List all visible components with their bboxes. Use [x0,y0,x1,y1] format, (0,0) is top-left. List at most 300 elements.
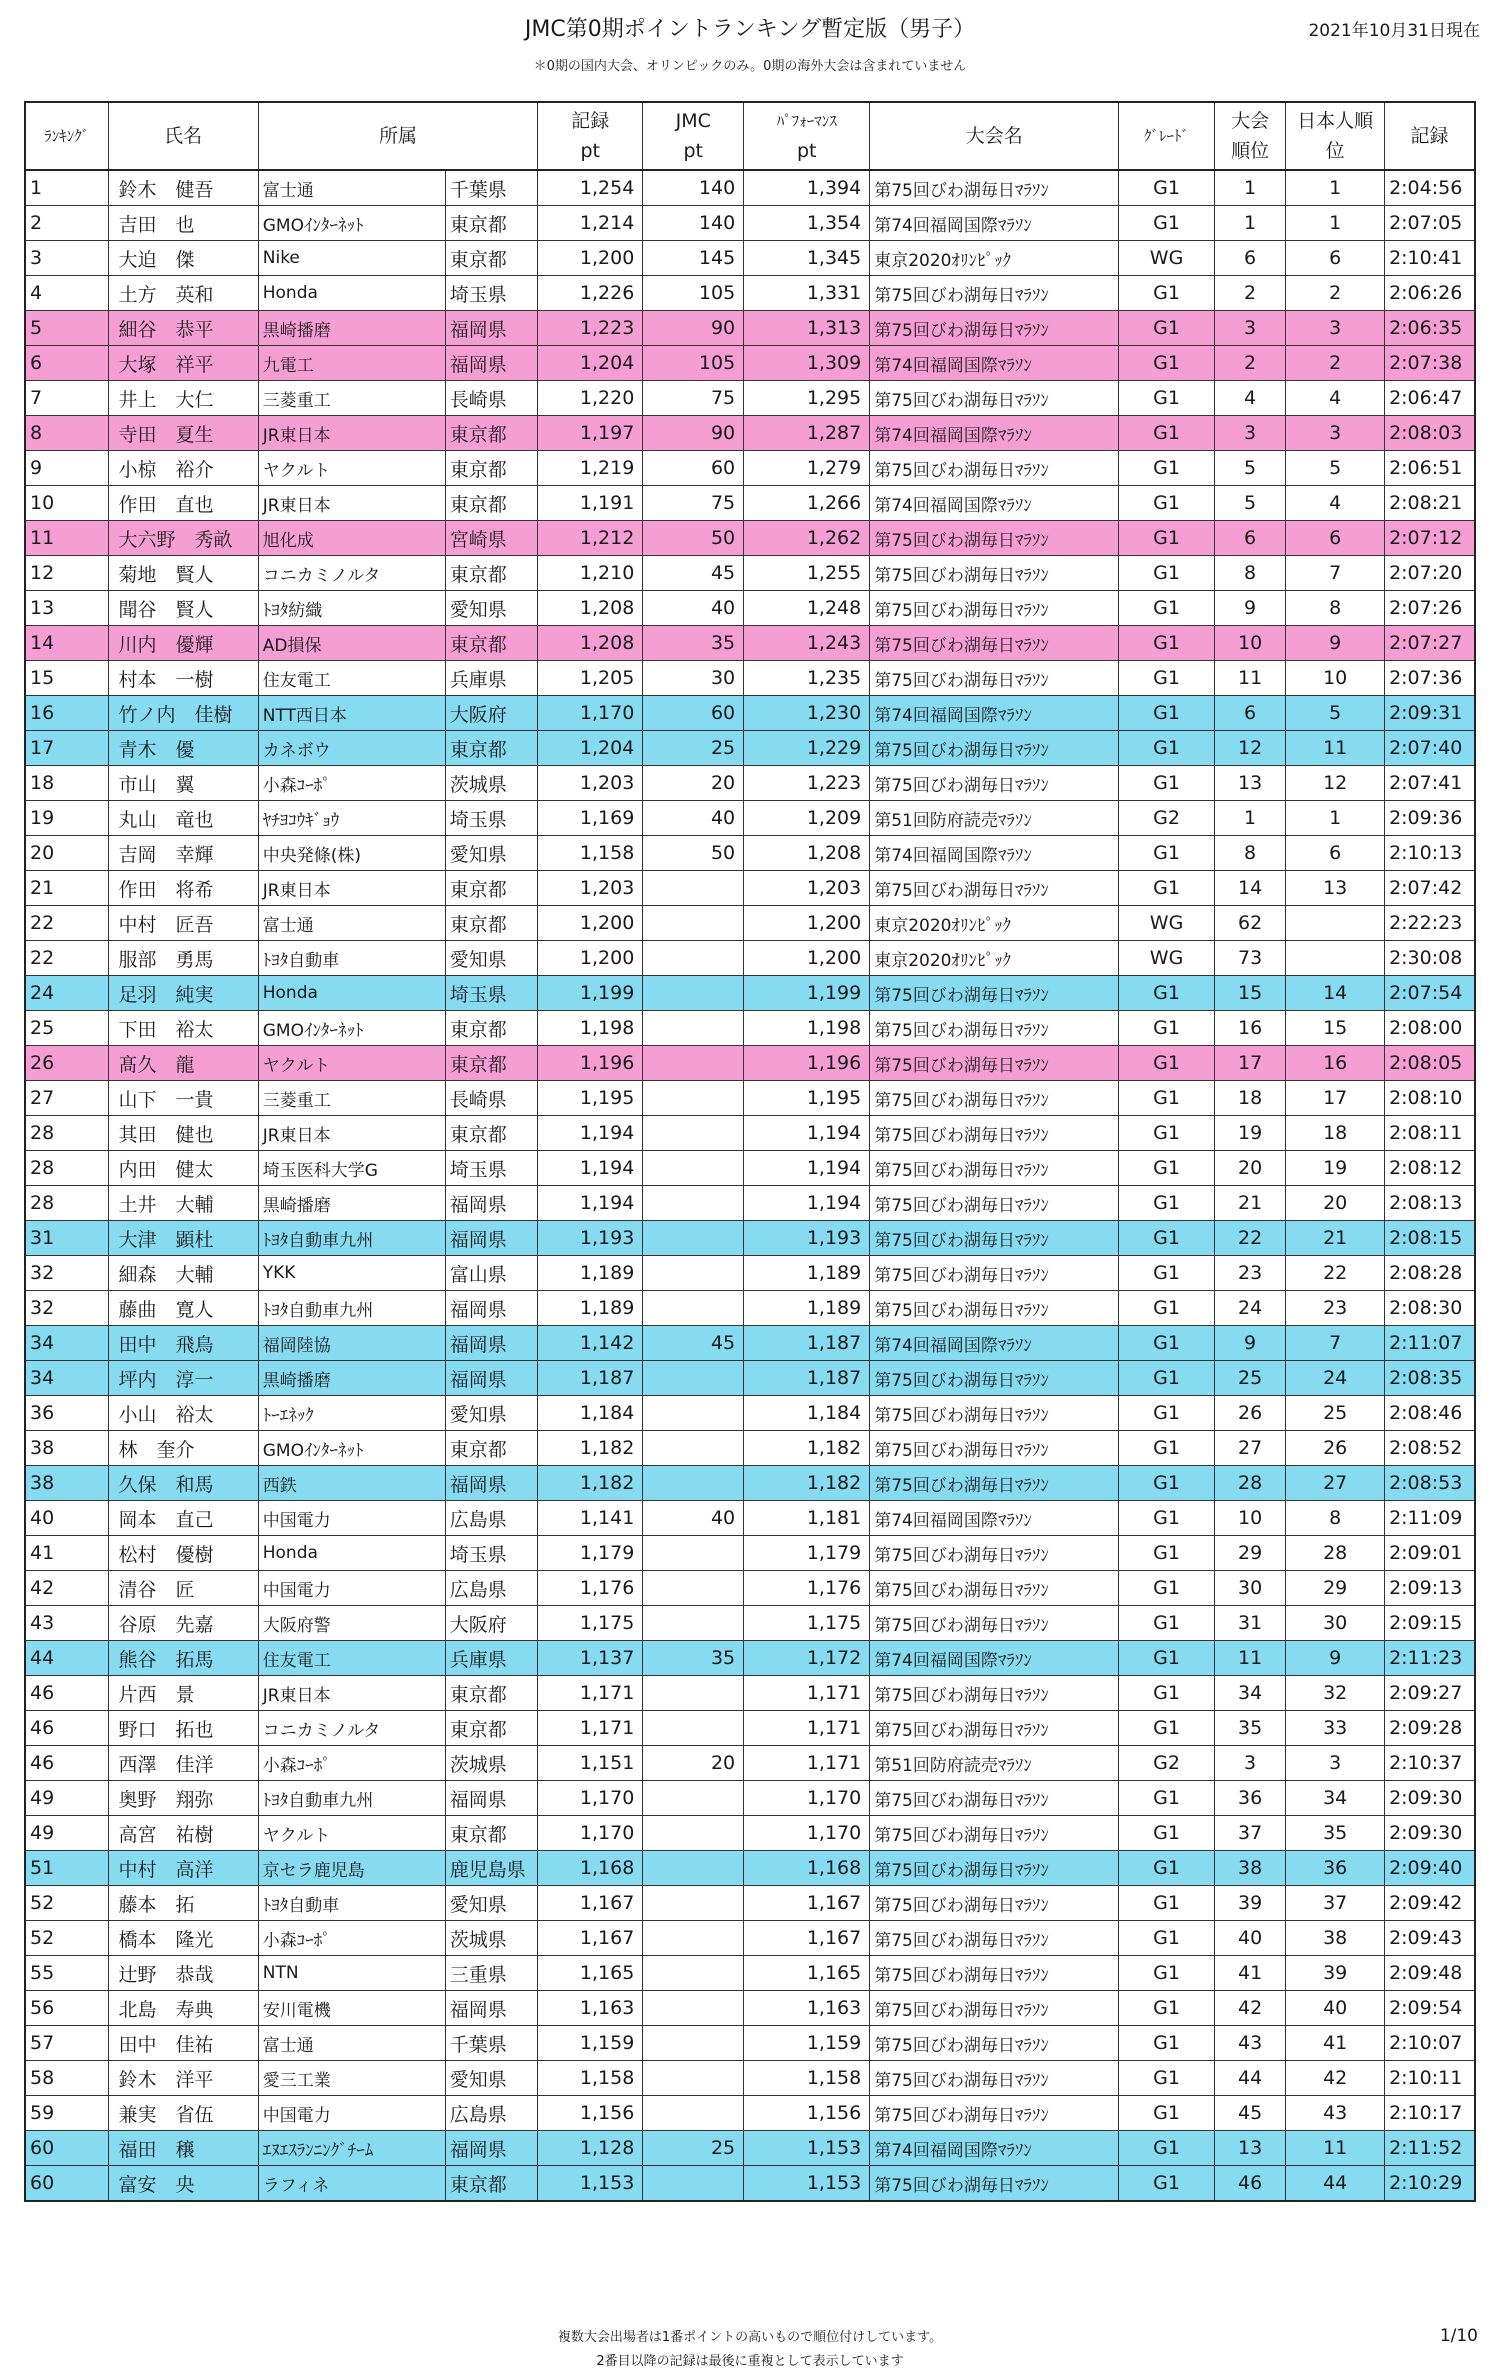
cell-meet: 第75回びわ湖毎日ﾏﾗｿﾝ [870,1011,1119,1046]
cell-rank: 42 [25,1571,108,1606]
cell-jmc: 75 [643,486,744,521]
table-row [25,1361,1475,1396]
cell-grade: G1 [1119,766,1215,801]
cell-jmc [643,2166,744,2202]
cell-place: 30 [1214,1571,1285,1606]
cell-rec: 1,223 [538,311,643,346]
cell-rank: 44 [25,1641,108,1676]
cell-pref: 福岡県 [445,1186,537,1221]
cell-jmc [643,1221,744,1256]
cell-rank: 34 [25,1326,108,1361]
page-number: 1/10 [1439,2326,1478,2346]
cell-time: 2:07:41 [1385,766,1475,801]
cell-rec: 1,182 [538,1431,643,1466]
cell-pref: 福岡県 [445,1291,537,1326]
cell-jp: 6 [1286,521,1385,556]
cell-place: 24 [1214,1291,1285,1326]
cell-grade: G1 [1119,1011,1215,1046]
cell-grade: G1 [1119,1116,1215,1151]
table-row [25,1641,1475,1676]
table-row [25,1011,1475,1046]
cell-pref: 愛知県 [445,1886,537,1921]
cell-aff: JR東日本 [258,871,445,906]
header-jmc-pt: JMC pt [643,102,744,170]
cell-grade: G1 [1119,486,1215,521]
cell-time: 2:10:17 [1385,2096,1475,2131]
cell-rec: 1,169 [538,801,643,836]
cell-rec: 1,128 [538,2131,643,2166]
cell-jmc: 30 [643,661,744,696]
cell-time: 2:08:53 [1385,1466,1475,1501]
cell-rank: 16 [25,696,108,731]
cell-grade: G1 [1119,381,1215,416]
cell-jmc: 60 [643,696,744,731]
cell-meet: 第51回防府読売ﾏﾗｿﾝ [870,1746,1119,1781]
cell-rec: 1,210 [538,556,643,591]
cell-place: 40 [1214,1921,1285,1956]
cell-rank: 58 [25,2061,108,2096]
cell-place: 10 [1214,1501,1285,1536]
cell-rank: 46 [25,1711,108,1746]
cell-grade: G1 [1119,1711,1215,1746]
cell-rec: 1,165 [538,1956,643,1991]
cell-rec: 1,198 [538,1011,643,1046]
cell-jmc [643,1851,744,1886]
cell-place: 18 [1214,1081,1285,1116]
cell-meet: 第75回びわ湖毎日ﾏﾗｿﾝ [870,1851,1119,1886]
table-row [25,1711,1475,1746]
table-row [25,1606,1475,1641]
cell-time: 2:07:36 [1385,661,1475,696]
cell-jmc [643,1011,744,1046]
cell-place: 27 [1214,1431,1285,1466]
cell-aff: NTN [258,1956,445,1991]
cell-grade: G1 [1119,1151,1215,1186]
cell-perf: 1,196 [744,1046,870,1081]
cell-time: 2:11:52 [1385,2131,1475,2166]
cell-grade: WG [1119,941,1215,976]
cell-grade: G2 [1119,801,1215,836]
cell-rec: 1,212 [538,521,643,556]
cell-jp [1286,941,1385,976]
cell-rec: 1,175 [538,1606,643,1641]
cell-place: 46 [1214,2166,1285,2202]
cell-place: 11 [1214,661,1285,696]
cell-place: 15 [1214,976,1285,1011]
cell-time: 2:06:51 [1385,451,1475,486]
table-row [25,311,1475,346]
cell-jp: 44 [1286,2166,1385,2202]
cell-aff: コニカミノルタ [258,556,445,591]
cell-rec: 1,159 [538,2026,643,2061]
cell-jp: 3 [1286,1746,1385,1781]
cell-name: 土井 大輔 [108,1186,258,1221]
cell-rank: 55 [25,1956,108,1991]
cell-pref: 埼玉県 [445,276,537,311]
table-row [25,1571,1475,1606]
cell-jp: 39 [1286,1956,1385,1991]
table-row [25,2061,1475,2096]
header-rank: ﾗﾝｷﾝｸﾞ [25,102,108,170]
cell-place: 3 [1214,416,1285,451]
table-row [25,871,1475,906]
cell-aff: ヤクルト [258,1816,445,1851]
cell-grade: G1 [1119,1081,1215,1116]
table-row [25,696,1475,731]
cell-grade: G1 [1119,871,1215,906]
cell-jmc [643,1361,744,1396]
cell-meet: 第75回びわ湖毎日ﾏﾗｿﾝ [870,1781,1119,1816]
cell-rec: 1,179 [538,1536,643,1571]
cell-name: 久保 和馬 [108,1466,258,1501]
cell-place: 6 [1214,521,1285,556]
cell-aff: 中国電力 [258,2096,445,2131]
cell-meet: 第75回びわ湖毎日ﾏﾗｿﾝ [870,871,1119,906]
cell-meet: 第75回びわ湖毎日ﾏﾗｿﾝ [870,591,1119,626]
cell-perf: 1,230 [744,696,870,731]
cell-name: 下田 裕太 [108,1011,258,1046]
cell-jp: 35 [1286,1816,1385,1851]
cell-place: 5 [1214,451,1285,486]
cell-place: 3 [1214,311,1285,346]
cell-rec: 1,204 [538,731,643,766]
cell-meet: 第75回びわ湖毎日ﾏﾗｿﾝ [870,1116,1119,1151]
header-place: 大会 順位 [1214,102,1285,170]
cell-pref: 東京都 [445,1676,537,1711]
cell-rank: 17 [25,731,108,766]
cell-rec: 1,200 [538,241,643,276]
cell-jmc [643,1921,744,1956]
cell-name: 田中 飛鳥 [108,1326,258,1361]
cell-rank: 52 [25,1886,108,1921]
cell-name: 大六野 秀畝 [108,521,258,556]
cell-perf: 1,229 [744,731,870,766]
cell-name: 富安 央 [108,2166,258,2202]
cell-rank: 46 [25,1676,108,1711]
cell-perf: 1,209 [744,801,870,836]
cell-jmc: 145 [643,241,744,276]
table-row [25,1326,1475,1361]
cell-meet: 第75回びわ湖毎日ﾏﾗｿﾝ [870,2061,1119,2096]
cell-name: 辻野 恭哉 [108,1956,258,1991]
cell-name: 橋本 隆光 [108,1921,258,1956]
cell-time: 2:07:05 [1385,206,1475,241]
cell-jp: 20 [1286,1186,1385,1221]
header-row [25,102,1475,170]
cell-grade: WG [1119,241,1215,276]
table-row [25,1221,1475,1256]
cell-rank: 2 [25,206,108,241]
table-row [25,346,1475,381]
cell-rec: 1,171 [538,1711,643,1746]
cell-aff: ﾔﾁﾖｺｳｷﾞｮｳ [258,801,445,836]
cell-meet: 第75回びわ湖毎日ﾏﾗｿﾝ [870,1991,1119,2026]
cell-pref: 東京都 [445,906,537,941]
cell-rank: 60 [25,2166,108,2202]
cell-perf: 1,153 [744,2166,870,2202]
cell-rank: 5 [25,311,108,346]
cell-place: 9 [1214,591,1285,626]
cell-name: 坪内 淳一 [108,1361,258,1396]
cell-grade: G1 [1119,1326,1215,1361]
cell-pref: 東京都 [445,626,537,661]
cell-name: 清谷 匠 [108,1571,258,1606]
cell-meet: 第75回びわ湖毎日ﾏﾗｿﾝ [870,1186,1119,1221]
cell-jmc [643,976,744,1011]
cell-meet: 第75回びわ湖毎日ﾏﾗｿﾝ [870,2026,1119,2061]
cell-jp: 24 [1286,1361,1385,1396]
cell-grade: G1 [1119,591,1215,626]
cell-perf: 1,235 [744,661,870,696]
table-row [25,381,1475,416]
cell-perf: 1,394 [744,170,870,206]
cell-meet: 第75回びわ湖毎日ﾏﾗｿﾝ [870,1291,1119,1326]
cell-jmc [643,1676,744,1711]
cell-grade: G1 [1119,1781,1215,1816]
cell-name: 市山 翼 [108,766,258,801]
cell-rec: 1,204 [538,346,643,381]
cell-jmc [643,1396,744,1431]
cell-grade: G1 [1119,1431,1215,1466]
cell-time: 2:07:26 [1385,591,1475,626]
cell-grade: G1 [1119,521,1215,556]
cell-rec: 1,194 [538,1186,643,1221]
cell-aff: 福岡陸協 [258,1326,445,1361]
cell-rec: 1,170 [538,696,643,731]
cell-rec: 1,195 [538,1081,643,1116]
cell-place: 23 [1214,1256,1285,1291]
cell-pref: 東京都 [445,1711,537,1746]
cell-rank: 8 [25,416,108,451]
cell-jmc [643,1431,744,1466]
cell-jp: 18 [1286,1116,1385,1151]
cell-perf: 1,200 [744,941,870,976]
cell-rec: 1,141 [538,1501,643,1536]
table-row [25,2131,1475,2166]
cell-grade: G1 [1119,626,1215,661]
cell-rank: 32 [25,1256,108,1291]
cell-meet: 第75回びわ湖毎日ﾏﾗｿﾝ [870,1431,1119,1466]
cell-perf: 1,170 [744,1816,870,1851]
cell-place: 3 [1214,1746,1285,1781]
cell-time: 2:08:28 [1385,1256,1475,1291]
cell-time: 2:08:00 [1385,1011,1475,1046]
cell-time: 2:22:23 [1385,906,1475,941]
cell-rec: 1,193 [538,1221,643,1256]
cell-name: 高宮 祐樹 [108,1816,258,1851]
cell-name: 熊谷 拓馬 [108,1641,258,1676]
cell-jp: 36 [1286,1851,1385,1886]
cell-meet: 第75回びわ湖毎日ﾏﾗｿﾝ [870,626,1119,661]
table-row [25,276,1475,311]
cell-pref: 福岡県 [445,1326,537,1361]
cell-rec: 1,219 [538,451,643,486]
cell-rec: 1,194 [538,1116,643,1151]
cell-jmc [643,871,744,906]
cell-aff: NTT西日本 [258,696,445,731]
cell-rec: 1,254 [538,170,643,206]
cell-perf: 1,313 [744,311,870,346]
cell-pref: 東京都 [445,1816,537,1851]
cell-perf: 1,172 [744,1641,870,1676]
cell-rank: 49 [25,1816,108,1851]
cell-aff: 富士通 [258,170,445,206]
cell-pref: 福岡県 [445,346,537,381]
cell-aff: ヤクルト [258,451,445,486]
cell-aff: 大阪府警 [258,1606,445,1641]
cell-aff: ヤクルト [258,1046,445,1081]
cell-grade: G1 [1119,1956,1215,1991]
cell-pref: 東京都 [445,1431,537,1466]
cell-time: 2:30:08 [1385,941,1475,976]
cell-rec: 1,167 [538,1921,643,1956]
table-row [25,451,1475,486]
cell-rec: 1,184 [538,1396,643,1431]
cell-grade: G1 [1119,1361,1215,1396]
cell-jp: 1 [1286,801,1385,836]
cell-meet: 第75回びわ湖毎日ﾏﾗｿﾝ [870,1151,1119,1186]
cell-meet: 第75回びわ湖毎日ﾏﾗｿﾝ [870,661,1119,696]
cell-jmc [643,1571,744,1606]
table-row [25,1746,1475,1781]
cell-jmc [643,1046,744,1081]
header-time: 記録 [1385,102,1475,170]
cell-meet: 第75回びわ湖毎日ﾏﾗｿﾝ [870,1081,1119,1116]
cell-meet: 第75回びわ湖毎日ﾏﾗｿﾝ [870,2166,1119,2202]
cell-meet: 第75回びわ湖毎日ﾏﾗｿﾝ [870,170,1119,206]
cell-rank: 49 [25,1781,108,1816]
cell-grade: G1 [1119,661,1215,696]
cell-time: 2:08:03 [1385,416,1475,451]
cell-pref: 東京都 [445,1116,537,1151]
cell-rank: 40 [25,1501,108,1536]
cell-pref: 愛知県 [445,941,537,976]
cell-rank: 31 [25,1221,108,1256]
table-row [25,836,1475,871]
cell-name: 田中 佳祐 [108,2026,258,2061]
cell-aff: 安川電機 [258,1991,445,2026]
cell-jp: 19 [1286,1151,1385,1186]
cell-meet: 第75回びわ湖毎日ﾏﾗｿﾝ [870,381,1119,416]
cell-rank: 57 [25,2026,108,2061]
cell-aff: Honda [258,1536,445,1571]
cell-jmc [643,941,744,976]
cell-meet: 第74回福岡国際ﾏﾗｿﾝ [870,696,1119,731]
cell-aff: 旭化成 [258,521,445,556]
cell-rank: 21 [25,871,108,906]
cell-grade: G1 [1119,1886,1215,1921]
cell-aff: ﾄﾖﾀ自動車 [258,1886,445,1921]
cell-rec: 1,214 [538,206,643,241]
cell-aff: ｴﾇｴｽﾗﾝﾆﾝｸﾞﾁｰﾑ [258,2131,445,2166]
cell-meet: 第75回びわ湖毎日ﾏﾗｿﾝ [870,1396,1119,1431]
cell-meet: 第75回びわ湖毎日ﾏﾗｿﾝ [870,1536,1119,1571]
cell-name: 中村 匠吾 [108,906,258,941]
cell-place: 43 [1214,2026,1285,2061]
cell-aff: GMOｲﾝﾀｰﾈｯﾄ [258,206,445,241]
cell-jp: 25 [1286,1396,1385,1431]
cell-jmc: 75 [643,381,744,416]
table-row [25,661,1475,696]
cell-jmc: 25 [643,731,744,766]
cell-jmc [643,1116,744,1151]
cell-rec: 1,205 [538,661,643,696]
cell-time: 2:09:28 [1385,1711,1475,1746]
cell-rec: 1,200 [538,906,643,941]
cell-name: 鈴木 健吾 [108,170,258,206]
cell-aff: ﾄﾖﾀ自動車九州 [258,1291,445,1326]
cell-perf: 1,199 [744,976,870,1011]
table-row [25,1256,1475,1291]
cell-time: 2:07:54 [1385,976,1475,1011]
cell-place: 8 [1214,556,1285,591]
cell-time: 2:08:30 [1385,1291,1475,1326]
cell-jmc [643,1081,744,1116]
cell-time: 2:07:38 [1385,346,1475,381]
cell-perf: 1,167 [744,1886,870,1921]
cell-name: 作田 直也 [108,486,258,521]
cell-pref: 東京都 [445,486,537,521]
table-row [25,241,1475,276]
cell-perf: 1,156 [744,2096,870,2131]
cell-grade: G1 [1119,1501,1215,1536]
cell-time: 2:09:31 [1385,696,1475,731]
cell-time: 2:07:20 [1385,556,1475,591]
cell-meet: 東京2020ｵﾘﾝﾋﾟｯｸ [870,906,1119,941]
cell-jmc: 40 [643,591,744,626]
cell-aff: カネボウ [258,731,445,766]
cell-name: 吉田 也 [108,206,258,241]
cell-place: 34 [1214,1676,1285,1711]
cell-rec: 1,189 [538,1291,643,1326]
cell-pref: 千葉県 [445,2026,537,2061]
cell-jp: 4 [1286,381,1385,416]
cell-jp: 38 [1286,1921,1385,1956]
cell-rec: 1,163 [538,1991,643,2026]
cell-time: 2:09:54 [1385,1991,1475,2026]
cell-aff: JR東日本 [258,416,445,451]
cell-aff: 京セラ鹿児島 [258,1851,445,1886]
cell-grade: G1 [1119,1221,1215,1256]
cell-perf: 1,175 [744,1606,870,1641]
cell-time: 2:11:07 [1385,1326,1475,1361]
cell-jp: 1 [1286,170,1385,206]
cell-place: 8 [1214,836,1285,871]
cell-pref: 福岡県 [445,1991,537,2026]
cell-name: 土方 英和 [108,276,258,311]
cell-name: 足羽 純実 [108,976,258,1011]
cell-rank: 28 [25,1116,108,1151]
cell-rank: 6 [25,346,108,381]
cell-aff: AD損保 [258,626,445,661]
cell-jp: 37 [1286,1886,1385,1921]
cell-name: 聞谷 賢人 [108,591,258,626]
cell-perf: 1,181 [744,1501,870,1536]
cell-rec: 1,137 [538,1641,643,1676]
cell-pref: 愛知県 [445,2061,537,2096]
cell-grade: G1 [1119,556,1215,591]
cell-place: 19 [1214,1116,1285,1151]
cell-jmc [643,1256,744,1291]
cell-aff: JR東日本 [258,1116,445,1151]
cell-place: 25 [1214,1361,1285,1396]
cell-rank: 12 [25,556,108,591]
cell-meet: 第74回福岡国際ﾏﾗｿﾝ [870,206,1119,241]
cell-aff: ﾄﾖﾀ自動車九州 [258,1781,445,1816]
cell-name: 髙久 龍 [108,1046,258,1081]
cell-perf: 1,243 [744,626,870,661]
cell-meet: 第75回びわ湖毎日ﾏﾗｿﾝ [870,976,1119,1011]
